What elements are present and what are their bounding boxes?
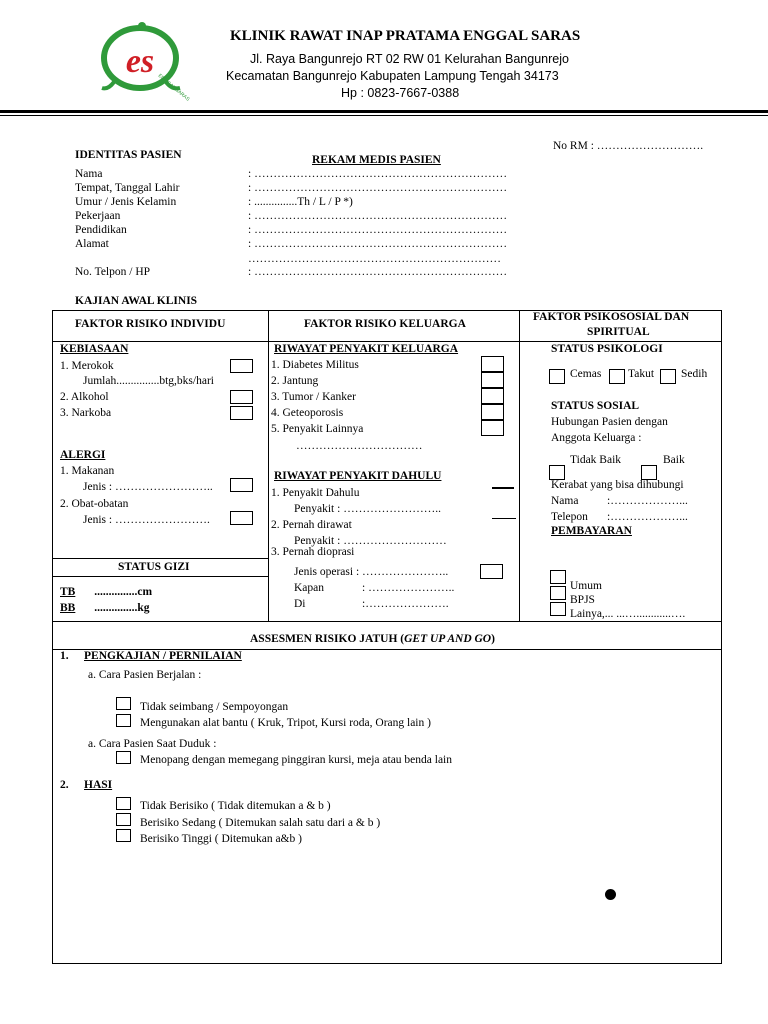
alergi-jenis-makanan: Jenis : …………………….. <box>83 481 213 493</box>
jatuh-sec1-num: 1. <box>60 650 69 662</box>
field-label-umur: Umur / Jenis Kelamin <box>75 196 177 208</box>
alergi-obat: 2. Obat-obatan <box>60 498 129 510</box>
checkbox-jantung[interactable] <box>481 372 504 388</box>
keluarga-lainnya-dots[interactable]: …………………………… <box>296 440 423 452</box>
dahulu-penyakit-2[interactable]: Penyakit : ……………………… <box>294 535 447 547</box>
kebiasaan-merokok: 1. Merokok <box>60 360 114 372</box>
riwayat-dahulu-title: RIWAYAT PENYAKIT DAHULU <box>274 470 442 482</box>
kajian-heading: KAJIAN AWAL KLINIS <box>75 295 198 307</box>
field-label-pendidikan: Pendidikan <box>75 224 127 236</box>
status-sosial-title: STATUS SOSIAL <box>551 400 640 412</box>
checkbox-merokok[interactable] <box>230 359 253 373</box>
table-row-divider-1 <box>52 341 722 342</box>
checkbox-berisiko-sedang[interactable] <box>116 813 131 826</box>
field-value-nama[interactable]: : ………………………………………………………… <box>248 168 508 180</box>
checkbox-narkoba[interactable] <box>230 406 253 420</box>
checkbox-menopang[interactable] <box>116 751 131 764</box>
jatuh-opt1: Tidak seimbang / Sempoyongan <box>140 701 289 713</box>
jatuh-a2: a. Cara Pasien Saat Duduk : <box>88 738 217 750</box>
dahulu-kapan-label: Kapan <box>294 582 325 594</box>
field-value-umur[interactable]: : ...............Th / L / P *) <box>248 196 353 208</box>
field-label-pekerjaan: Pekerjaan <box>75 210 121 222</box>
field-label-telpon: No. Telpon / HP <box>75 266 151 278</box>
dahulu-item-1: 1. Penyakit Dahulu <box>271 487 360 499</box>
sosial-hubungan-1: Hubungan Pasien dengan <box>551 416 668 428</box>
alergi-jenis-obat: Jenis : ……………………. <box>83 514 210 526</box>
clinic-logo <box>98 18 191 103</box>
field-label-ttl: Tempat, Tanggal Lahir <box>75 182 180 194</box>
checkbox-alat-bantu[interactable] <box>116 714 131 727</box>
field-value-alamat-2[interactable]: ………………………………………………………… <box>248 253 501 265</box>
kebiasaan-narkoba: 3. Narkoba <box>60 407 112 419</box>
kerabat-nama-label: Nama <box>551 495 579 507</box>
dahulu-item-3: 3. Pernah dioprasi <box>271 546 355 558</box>
dahulu-mark-1 <box>492 487 514 489</box>
checkbox-operasi[interactable] <box>480 564 503 579</box>
table-row-divider-2 <box>52 621 722 622</box>
checkbox-diabetes[interactable] <box>481 356 504 372</box>
gizi-tb <box>60 586 152 598</box>
jatuh-res1: Tidak Berisiko ( Tidak ditemukan a & b ) <box>140 800 331 812</box>
header-divider-thick <box>0 110 768 113</box>
table-col-divider-1 <box>268 310 269 621</box>
sosial-kerabat: Kerabat yang bisa dihubungi <box>551 479 684 491</box>
checkbox-lainya[interactable] <box>550 602 566 616</box>
gizi-tb-value[interactable]: ...............cm <box>91 586 153 598</box>
checkbox-takut[interactable] <box>609 369 625 384</box>
bayar-umum: Umum <box>570 580 602 592</box>
keluarga-item-3: 3. Tumor / Kanker <box>271 391 356 403</box>
jatuh-title-end: ) <box>491 633 495 645</box>
gizi-bb-label: BB <box>60 602 76 614</box>
field-value-pendidikan[interactable]: : ………………………………………………………… <box>248 224 508 236</box>
dahulu-jenis-operasi[interactable]: Jenis operasi : ………………….. <box>294 566 449 578</box>
checkbox-baik[interactable] <box>641 465 657 480</box>
status-psikologi-title: STATUS PSIKOLOGI <box>551 343 663 355</box>
jatuh-res3: Berisiko Tinggi ( Ditemukan a&b ) <box>140 833 302 845</box>
clinic-phone: Hp : 0823-7667-0388 <box>341 86 460 100</box>
jatuh-res2: Berisiko Sedang ( Ditemukan salah satu dari a & b ) <box>140 817 381 829</box>
kerabat-telepon-label: Telepon <box>551 511 588 523</box>
dahulu-mark-2 <box>492 518 516 519</box>
logo-letters: es <box>125 43 155 80</box>
jatuh-title-italic: GET UP AND GO <box>404 633 492 645</box>
kebiasaan-alkohol: 2. Alkohol <box>60 391 109 403</box>
checkbox-umum[interactable] <box>550 570 566 584</box>
field-label-nama: Nama <box>75 168 103 180</box>
bullet-dot <box>605 889 616 900</box>
jatuh-opt3: Menopang dengan memegang pinggiran kursi, meja atau benda lain <box>140 754 452 766</box>
keluarga-item-1: 1. Diabetes Militus <box>271 359 359 371</box>
field-value-telpon[interactable]: : ………………………………………………………… <box>248 266 508 278</box>
keluarga-item-5: 5. Penyakit Lainnya <box>271 423 364 435</box>
identity-heading: IDENTITAS PASIEN <box>75 149 182 161</box>
checkbox-lainnya[interactable] <box>481 420 504 436</box>
gizi-bb-value[interactable]: ...............kg <box>91 602 150 614</box>
jatuh-sec1-title: PENGKAJIAN / PERNILAIAN <box>84 650 242 662</box>
checkbox-tumor[interactable] <box>481 388 504 404</box>
checkbox-alkohol[interactable] <box>230 390 253 404</box>
gizi-tb-label: TB <box>60 586 76 598</box>
bayar-bpjs: BPJS <box>570 594 595 606</box>
col-header-psiko-2: SPIRITUAL <box>587 326 650 338</box>
header-divider-thin <box>0 115 768 116</box>
sosial-baik: Baik <box>663 454 685 466</box>
checkbox-osteoporosis[interactable] <box>481 404 504 420</box>
checkbox-bpjs[interactable] <box>550 586 566 600</box>
psiko-cemas: Cemas <box>570 368 602 380</box>
clinic-address-1: Jl. Raya Bangunrejo RT 02 RW 01 Kelurahan Bangunrejo <box>250 52 569 66</box>
kebiasaan-jumlah: Jumlah...............btg,bks/hari <box>83 375 214 387</box>
clinic-name: KLINIK RAWAT INAP PRATAMA ENGGAL SARAS <box>230 28 581 44</box>
kebiasaan-title: KEBIASAAN <box>60 343 129 355</box>
checkbox-cemas[interactable] <box>549 369 565 384</box>
kerabat-telepon-value[interactable]: :………………... <box>607 511 688 523</box>
form-title: REKAM MEDIS PASIEN <box>312 154 441 166</box>
checkbox-tidak-baik[interactable] <box>549 465 565 480</box>
gizi-divider-top <box>52 558 268 559</box>
riwayat-keluarga-title: RIWAYAT PENYAKIT KELUARGA <box>274 343 459 355</box>
clinic-address-2: Kecamatan Bangunrejo Kabupaten Lampung Tengah 34173 <box>226 69 559 83</box>
keluarga-item-2: 2. Jantung <box>271 375 319 387</box>
gizi-bb <box>60 602 150 614</box>
logo-flower-icon <box>138 22 146 30</box>
pembayaran-title: PEMBAYARAN <box>551 525 632 537</box>
bayar-lainya[interactable]: Lainya,... ...…............…. <box>570 608 686 620</box>
jatuh-title <box>250 633 495 645</box>
dahulu-kapan-value[interactable]: : ………………….. <box>362 582 455 594</box>
jatuh-opt2: Mengunakan alat bantu ( Kruk, Tripot, Kursi roda, Orang lain ) <box>140 717 431 729</box>
kerabat-nama-value[interactable]: :………………... <box>607 495 688 507</box>
gizi-divider-bottom <box>52 576 268 577</box>
field-value-alamat[interactable]: : ………………………………………………………… <box>248 238 508 250</box>
checkbox-tidak-seimbang[interactable] <box>116 697 131 710</box>
jatuh-sec2-num: 2. <box>60 779 69 791</box>
gizi-title: STATUS GIZI <box>118 561 190 573</box>
dahulu-di-label: Di <box>294 598 306 610</box>
checkbox-tidak-berisiko[interactable] <box>116 797 131 810</box>
no-rm: No RM : ………………………. <box>553 140 704 152</box>
checkbox-sedih[interactable] <box>660 369 676 384</box>
alergi-title: ALERGI <box>60 449 106 461</box>
keluarga-item-4: 4. Geteoporosis <box>271 407 344 419</box>
col-header-keluarga: FAKTOR RISIKO KELUARGA <box>304 318 466 330</box>
sosial-tidak-baik: Tidak Baik <box>570 454 622 466</box>
table-col-divider-2 <box>519 310 520 621</box>
field-label-alamat: Alamat <box>75 238 109 250</box>
checkbox-obat[interactable] <box>230 511 253 525</box>
alergi-makanan: 1. Makanan <box>60 465 115 477</box>
dahulu-item-2: 2. Pernah dirawat <box>271 519 352 531</box>
col-header-psiko-1: FAKTOR PSIKOSOSIAL DAN <box>533 311 690 323</box>
field-value-ttl[interactable]: : ………………………………………………………… <box>248 182 508 194</box>
logo-ring-text: ENGGAL SARAS <box>156 72 191 103</box>
psiko-sedih: Sedih <box>681 368 708 380</box>
col-header-individu: FAKTOR RISIKO INDIVIDU <box>75 318 226 330</box>
jatuh-a1: a. Cara Pasien Berjalan : <box>88 669 202 681</box>
dahulu-di-value[interactable]: :…………………. <box>362 598 449 610</box>
jatuh-title-main: ASSESMEN RISIKO JATUH ( <box>250 633 405 645</box>
checkbox-berisiko-tinggi[interactable] <box>116 829 131 842</box>
jatuh-sec2-title: HASI <box>84 779 113 791</box>
psiko-takut: Takut <box>628 368 655 380</box>
checkbox-makanan[interactable] <box>230 478 253 492</box>
dahulu-penyakit-1[interactable]: Penyakit : …………………….. <box>294 503 441 515</box>
sosial-hubungan-2: Anggota Keluarga : <box>551 432 642 444</box>
field-value-pekerjaan[interactable]: : ………………………………………………………… <box>248 210 508 222</box>
